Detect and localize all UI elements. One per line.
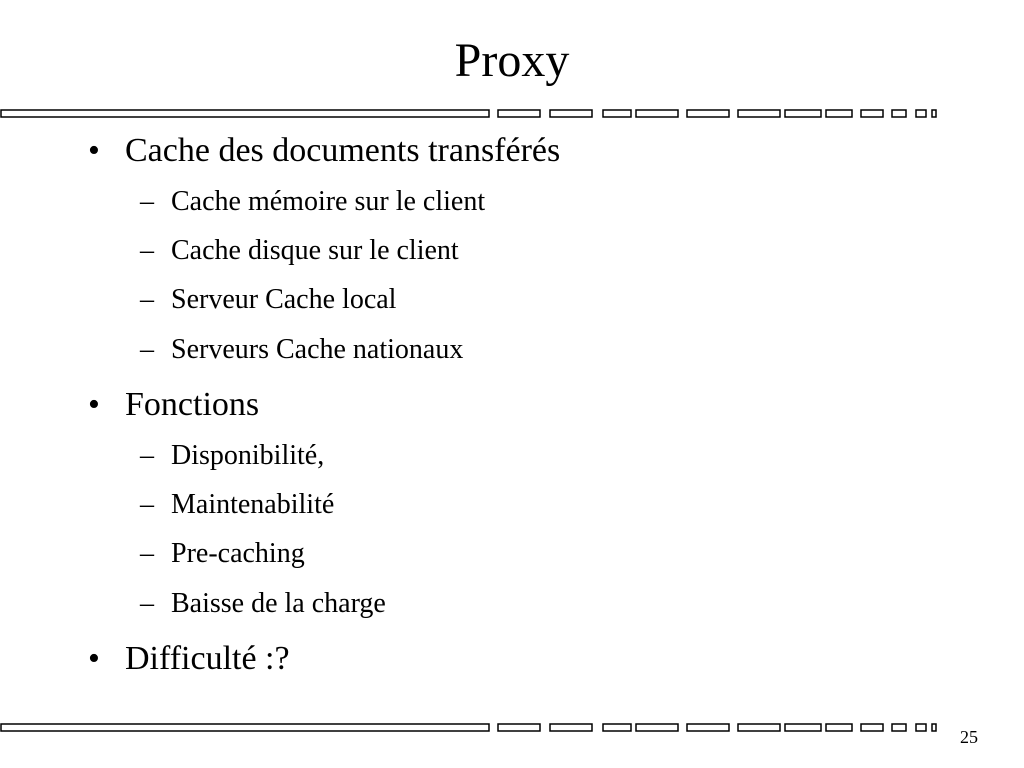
bullet-text: Serveurs Cache nationaux [171, 334, 464, 365]
bullet-text: Cache disque sur le client [171, 235, 459, 266]
bullet-marker: • [88, 640, 100, 677]
bullet-marker: – [140, 284, 154, 315]
bullet-marker: – [140, 334, 154, 365]
page-number: 25 [960, 727, 978, 747]
bullet-text: Disponibilité, [171, 440, 325, 471]
bottom-divider [0, 721, 950, 735]
bullet-text: Difficulté :? [125, 640, 290, 677]
bullet-marker: – [140, 440, 154, 471]
bullet-text: Maintenabilité [171, 489, 335, 520]
bullet-marker: • [88, 132, 100, 169]
bullet-marker: – [140, 489, 154, 520]
bullet-text: Cache mémoire sur le client [171, 186, 486, 217]
bullet-marker: – [140, 186, 154, 217]
bullet-text: Pre-caching [171, 538, 305, 569]
bullet-text: Cache des documents transférés [125, 132, 561, 169]
bullet-marker: – [140, 235, 154, 266]
bullet-marker: – [140, 538, 154, 569]
bullet-text: Fonctions [125, 386, 260, 423]
bullet-marker: • [88, 386, 100, 423]
bullet-marker: – [140, 588, 154, 619]
slide-title: Proxy [454, 34, 570, 87]
bullet-text: Baisse de la charge [171, 588, 386, 619]
bullet-text: Serveur Cache local [171, 284, 397, 315]
